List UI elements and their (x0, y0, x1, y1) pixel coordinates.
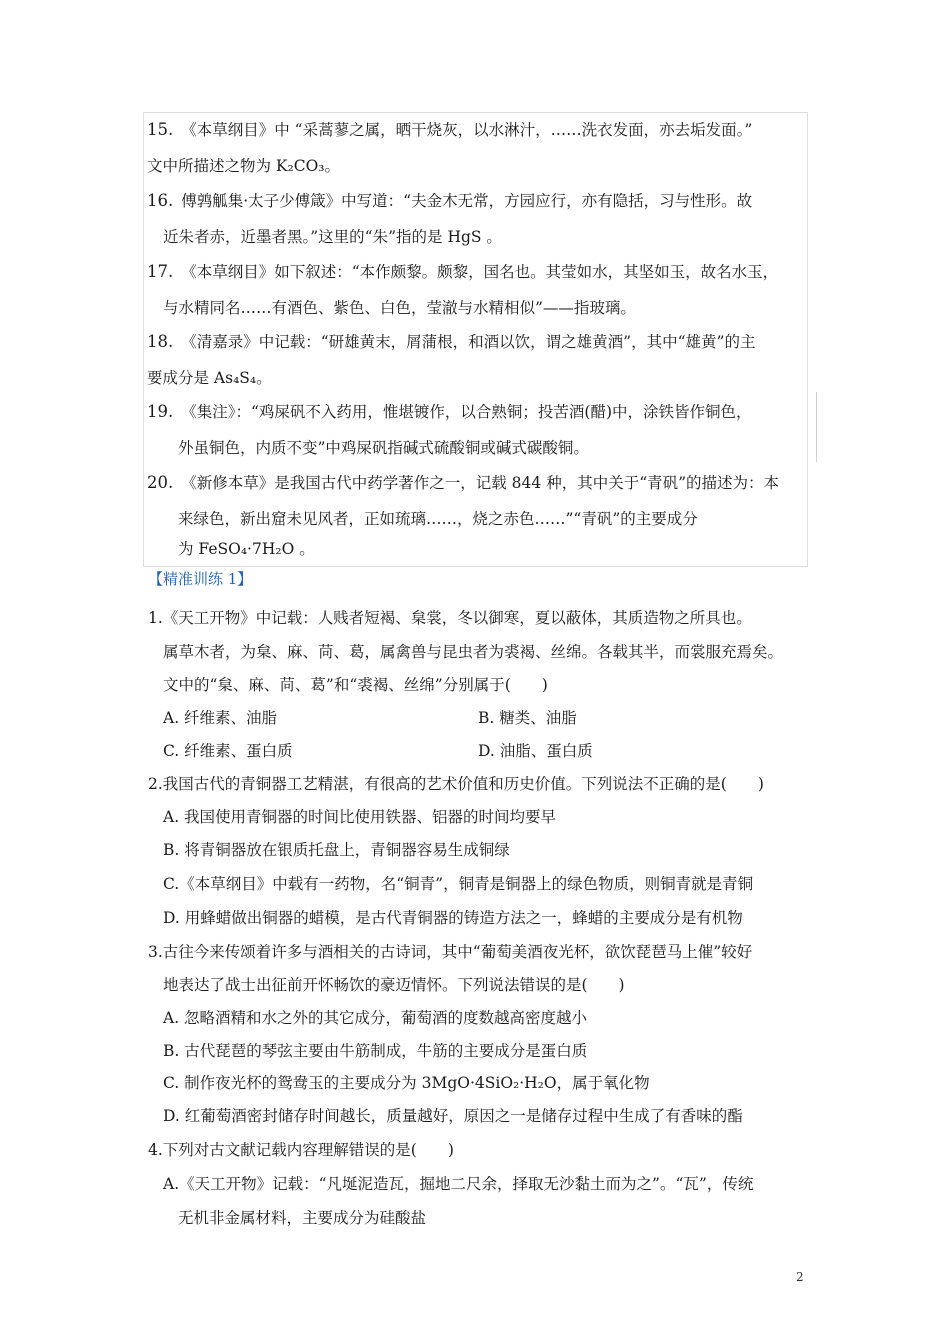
knowledge-item-18-line2: 要成分是 As₄S₄。 (147, 369, 272, 387)
item-text: 《本草纲目》如下叙述：“本作颇黎。颇黎，国名也。其莹如水，其坚如玉，故名水玉， (181, 263, 779, 281)
item-text: 《集注》：“鸡屎矾不入药用，惟堪镀作，以合熟铜；投苦酒(醋)中，涂铁皆作铜色， (181, 403, 752, 421)
knowledge-item-17 (147, 254, 778, 290)
question-1-option-d: D. 油脂、蛋白质 (478, 742, 593, 760)
knowledge-item-16 (147, 183, 752, 219)
question-3-stem-line1: 3.古往今来传颂着许多与酒相关的古诗词，其中“葡萄美酒夜光杯，欲饮琵琶马上催”较好 (148, 943, 753, 961)
knowledge-item-20-line3: 为 FeSO₄·7H₂O 。 (178, 540, 315, 558)
question-2-option-c: C.《本草纲目》中载有一药物，名“铜青”，铜青是铜器上的绿色物质，则铜青就是青铜 (163, 875, 754, 893)
question-4-stem: 4.下列对古文献记载内容理解错误的是( ) (148, 1141, 454, 1159)
question-3-option-a: A. 忽略酒精和水之外的其它成分，葡萄酒的度数越高密度越小 (163, 1009, 588, 1027)
question-3-stem-line2: 地表达了战士出征前开怀畅饮的豪迈情怀。下列说法错误的是( ) (163, 976, 625, 994)
question-2-option-d: D. 用蜂蜡做出铜器的蜡模，是古代青铜器的铸造方法之一，蜂蜡的主要成分是有机物 (163, 909, 743, 927)
section-heading: 【精准训练 1】 (148, 570, 253, 588)
knowledge-item-16-line2: 近朱者赤，近墨者黑。”这里的“朱”指的是 HgS 。 (163, 228, 502, 246)
item-number: 19. (147, 402, 174, 421)
knowledge-item-20 (147, 465, 779, 501)
box-divider (816, 392, 817, 462)
question-2-option-b: B. 将青铜器放在银质托盘上，青铜器容易生成铜绿 (163, 841, 510, 859)
question-3-option-b: B. 古代琵琶的琴弦主要由牛筋制成，牛筋的主要成分是蛋白质 (163, 1042, 588, 1060)
item-number: 15. (147, 120, 174, 139)
item-number: 18. (147, 332, 174, 351)
page-number: 2 (796, 1270, 804, 1284)
item-text: 《本草纲目》中 “采蒿蓼之属，晒干烧灰，以水淋汁，……洗衣发面，亦去垢发面。” (181, 121, 753, 139)
item-text: 傅鹑觚集·太子少傅箴》中写道：“夫金木无常，方园应行，亦有隐括，习与性形。故 (181, 192, 753, 210)
knowledge-item-17-line2: 与水精同名……有酒色、紫色、白色，莹澈与水精相似”——指玻璃。 (163, 299, 636, 317)
item-text: 《新修本草》是我国古代中药学著作之一，记载 844 种，其中关于“青矾”的描述为：本 (181, 474, 780, 492)
item-text: 《清嘉录》中记载：“研雄黄末，屑蒲根，和酒以饮，谓之雄黄酒”，其中“雄黄”的主 (181, 333, 756, 351)
knowledge-item-18 (147, 324, 755, 360)
knowledge-item-20-line2: 来绿色，新出窟未见风者，正如琉璃……，烧之赤色……”“青矾”的主要成分 (178, 510, 698, 528)
question-1-option-c: C. 纤维素、蛋白质 (163, 742, 293, 760)
question-1-option-b: B. 糖类、油脂 (478, 709, 577, 727)
question-1-option-a: A. 纤维素、油脂 (163, 709, 278, 727)
question-1-stem-line3: 文中的“枲、麻、苘、葛”和“裘褐、丝绵”分别属于( ) (163, 676, 548, 694)
knowledge-item-19 (147, 394, 752, 430)
question-4-option-a: A.《天工开物》记载：“凡埏泥造瓦，掘地二尺余，择取无沙黏土而为之”。“瓦”，传统 (163, 1175, 754, 1193)
knowledge-item-19-line2: 外虽铜色，内质不变”中鸡屎矾指碱式硫酸铜或碱式碳酸铜。 (178, 439, 589, 457)
knowledge-item-15-line2: 文中所描述之物为 K₂CO₃。 (147, 157, 341, 175)
question-4-option-a-line2: 无机非金属材料，主要成分为硅酸盐 (178, 1209, 427, 1227)
question-2-stem: 2.我国古代的青铜器工艺精湛，有很高的艺术价值和历史价值。下列说法不正确的是( ) (148, 775, 764, 793)
question-3-option-c: C. 制作夜光杯的鸳鸯玉的主要成分为 3MgO·4SiO₂·H₂O，属于氧化物 (163, 1074, 650, 1092)
item-number: 20. (147, 473, 174, 492)
question-1-stem-line1: 1.《天工开物》中记载：人贱者短褐、枲裳，冬以御寒，夏以蔽体，其质造物之所具也。 (148, 609, 752, 627)
question-3-option-d: D. 红葡萄酒密封储存时间越长，质量越好，原因之一是储存过程中生成了有香味的酯 (163, 1107, 743, 1125)
item-number: 17. (147, 262, 174, 281)
question-1-stem-line2: 属草木者，为枲、麻、苘、葛，属禽兽与昆虫者为裘褐、丝绵。各载其半，而裳服充焉矣。 (163, 643, 784, 661)
item-number: 16. (147, 191, 174, 210)
question-2-option-a: A. 我国使用青铜器的时间比使用铁器、铝器的时间均要早 (163, 808, 557, 826)
knowledge-item-15 (147, 112, 752, 148)
